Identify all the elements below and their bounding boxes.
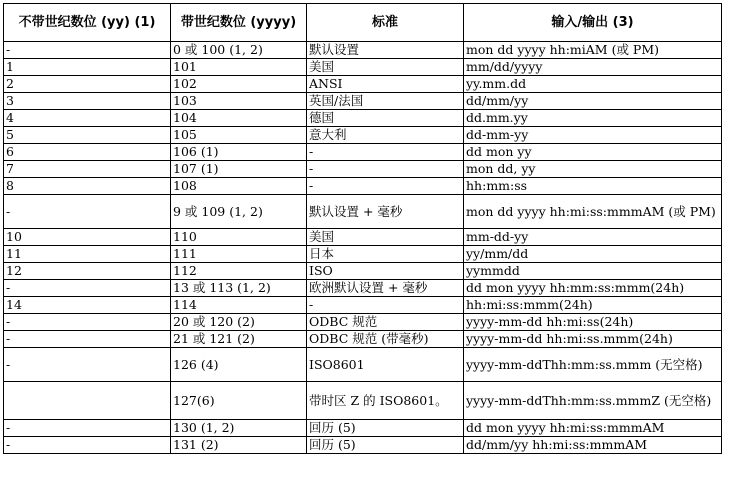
cell-io: yy/mm/dd — [464, 246, 722, 263]
cell-yy: 14 — [4, 297, 171, 314]
cell-io: dd-mm-yy — [464, 127, 722, 144]
table-row — [4, 161, 722, 178]
cell-yyyy: 105 — [171, 127, 307, 144]
header-standard: 标准 — [307, 4, 464, 42]
cell-yy: - — [4, 348, 171, 382]
cell-standard: ISO — [307, 263, 464, 280]
cell-yy: 6 — [4, 144, 171, 161]
table-row — [4, 263, 722, 280]
cell-yyyy: 9 或 109 (1, 2) — [171, 195, 307, 229]
cell-io: dd/mm/yy — [464, 93, 722, 110]
table-row — [4, 178, 722, 195]
cell-standard: ODBC 规范 (带毫秒) — [307, 331, 464, 348]
cell-io: dd.mm.yy — [464, 110, 722, 127]
table-row — [4, 314, 722, 331]
cell-yy: 8 — [4, 178, 171, 195]
cell-yyyy: 107 (1) — [171, 161, 307, 178]
cell-yyyy: 131 (2) — [171, 437, 307, 454]
cell-yy — [4, 382, 171, 420]
table-row — [4, 437, 722, 454]
cell-standard: ODBC 规范 — [307, 314, 464, 331]
cell-yy: - — [4, 314, 171, 331]
cell-standard: 默认设置 — [307, 42, 464, 59]
cell-standard: 意大利 — [307, 127, 464, 144]
cell-yy: - — [4, 331, 171, 348]
table-row — [4, 348, 722, 382]
cell-standard: 欧洲默认设置 + 毫秒 — [307, 280, 464, 297]
table-row — [4, 59, 722, 76]
cell-yyyy: 110 — [171, 229, 307, 246]
cell-yy: 11 — [4, 246, 171, 263]
cell-io: mm/dd/yyyy — [464, 59, 722, 76]
cell-io: yymmdd — [464, 263, 722, 280]
cell-standard: ANSI — [307, 76, 464, 93]
cell-yyyy: 104 — [171, 110, 307, 127]
cell-io: dd mon yyyy hh:mi:ss:mmmAM — [464, 420, 722, 437]
table-row — [4, 382, 722, 420]
cell-yyyy: 102 — [171, 76, 307, 93]
date-style-table — [3, 3, 722, 454]
cell-yy: 4 — [4, 110, 171, 127]
table-row — [4, 297, 722, 314]
table-row — [4, 331, 722, 348]
header-row — [4, 4, 722, 42]
table-row — [4, 229, 722, 246]
cell-standard: 美国 — [307, 229, 464, 246]
cell-yyyy: 127(6) — [171, 382, 307, 420]
cell-yyyy: 101 — [171, 59, 307, 76]
table-row — [4, 42, 722, 59]
cell-io: hh:mm:ss — [464, 178, 722, 195]
cell-yyyy: 20 或 120 (2) — [171, 314, 307, 331]
table-row — [4, 127, 722, 144]
cell-io: yyyy-mm-ddThh:mm:ss.mmmZ (无空格) — [464, 382, 722, 420]
cell-yyyy: 0 或 100 (1, 2) — [171, 42, 307, 59]
table-row — [4, 93, 722, 110]
cell-yy: - — [4, 280, 171, 297]
cell-io: yyyy-mm-ddThh:mm:ss.mmm (无空格) — [464, 348, 722, 382]
cell-standard: 回历 (5) — [307, 420, 464, 437]
cell-yy: 7 — [4, 161, 171, 178]
cell-yyyy: 114 — [171, 297, 307, 314]
cell-standard: - — [307, 161, 464, 178]
cell-io: yyyy-mm-dd hh:mi:ss.mmm(24h) — [464, 331, 722, 348]
cell-io: dd mon yy — [464, 144, 722, 161]
table-row — [4, 246, 722, 263]
cell-yy: - — [4, 42, 171, 59]
table-row — [4, 76, 722, 93]
cell-yy: 2 — [4, 76, 171, 93]
cell-standard: 默认设置 + 毫秒 — [307, 195, 464, 229]
cell-yyyy: 13 或 113 (1, 2) — [171, 280, 307, 297]
cell-io: yy.mm.dd — [464, 76, 722, 93]
cell-io: yyyy-mm-dd hh:mi:ss(24h) — [464, 314, 722, 331]
cell-yy: - — [4, 437, 171, 454]
cell-io: hh:mi:ss:mmm(24h) — [464, 297, 722, 314]
cell-standard: - — [307, 178, 464, 195]
header-yyyy: 带世纪数位 (yyyy) — [171, 4, 307, 42]
cell-standard: - — [307, 144, 464, 161]
cell-yyyy: 112 — [171, 263, 307, 280]
table-row — [4, 144, 722, 161]
cell-yy: 3 — [4, 93, 171, 110]
cell-standard: - — [307, 297, 464, 314]
cell-yyyy: 21 或 121 (2) — [171, 331, 307, 348]
cell-standard: ISO8601 — [307, 348, 464, 382]
cell-yyyy: 106 (1) — [171, 144, 307, 161]
header-io: 输入/输出 (3) — [464, 4, 722, 42]
cell-yy: - — [4, 420, 171, 437]
cell-yy: 10 — [4, 229, 171, 246]
header-yy: 不带世纪数位 (yy) (1) — [4, 4, 171, 42]
cell-standard: 德国 — [307, 110, 464, 127]
cell-yy: 1 — [4, 59, 171, 76]
cell-yyyy: 126 (4) — [171, 348, 307, 382]
cell-yy: - — [4, 195, 171, 229]
cell-standard: 英国/法国 — [307, 93, 464, 110]
cell-yy: 12 — [4, 263, 171, 280]
cell-io: mm-dd-yy — [464, 229, 722, 246]
table-row — [4, 280, 722, 297]
cell-yyyy: 111 — [171, 246, 307, 263]
cell-io: dd/mm/yy hh:mi:ss:mmmAM — [464, 437, 722, 454]
table-row — [4, 420, 722, 437]
cell-io: dd mon yyyy hh:mm:ss:mmm(24h) — [464, 280, 722, 297]
table-row — [4, 195, 722, 229]
cell-yyyy: 103 — [171, 93, 307, 110]
cell-standard: 日本 — [307, 246, 464, 263]
cell-standard: 美国 — [307, 59, 464, 76]
cell-standard: 回历 (5) — [307, 437, 464, 454]
cell-yyyy: 130 (1, 2) — [171, 420, 307, 437]
cell-yy: 5 — [4, 127, 171, 144]
table-row — [4, 110, 722, 127]
cell-io: mon dd, yy — [464, 161, 722, 178]
cell-io: mon dd yyyy hh:miAM (或 PM) — [464, 42, 722, 59]
cell-yyyy: 108 — [171, 178, 307, 195]
cell-io: mon dd yyyy hh:mi:ss:mmmAM (或 PM) — [464, 195, 722, 229]
cell-standard: 带时区 Z 的 ISO8601。 — [307, 382, 464, 420]
